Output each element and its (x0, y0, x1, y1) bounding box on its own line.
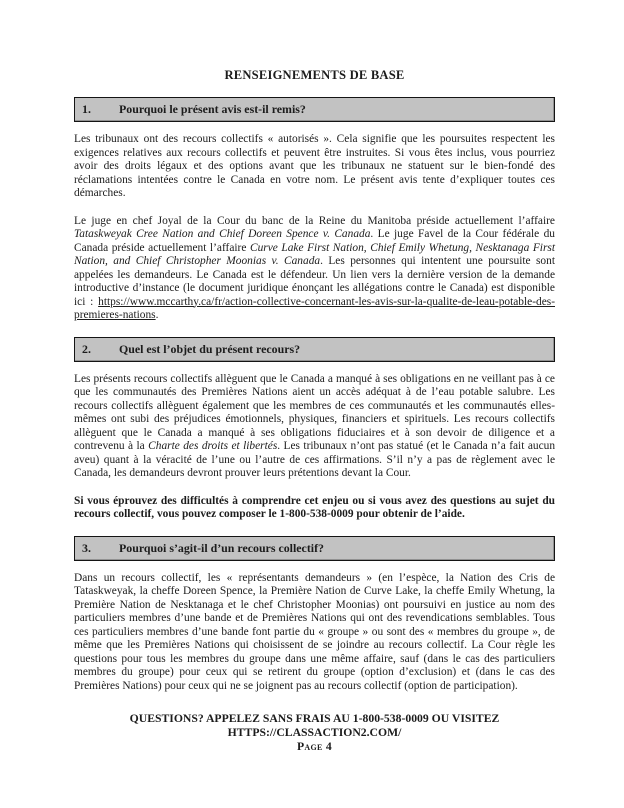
section-3-heading: Pourquoi s’agit-il d’un recours collectif? (119, 540, 324, 555)
charter-reference: Charte des droits et libertés (148, 440, 278, 452)
text-segment: . Les personnes qui intentent une poursuite sont appelées les demandeurs. Le Canada est le défendeur. Un lien vers la dernière version de la demande introductive d’instance (le document juridique énonçant les allégations contre le Canada) est disponible ici : (74, 255, 555, 308)
text-segment: . (155, 309, 159, 321)
section-2-paragraph-1 (74, 373, 555, 481)
section-1-number: 1. (82, 102, 91, 116)
document-content (74, 68, 555, 753)
section-1-heading: Pourquoi le présent avis est-il remis? (119, 102, 306, 116)
section-2-number: 2. (82, 341, 91, 356)
text-segment: Le juge en chef Joyal de la Cour du banc de la Reine du Manitoba préside actuellement l’affaire (74, 214, 555, 227)
page-footer (74, 712, 555, 753)
section-1-header (74, 97, 555, 122)
text-segment: . Le juge Favel de la Cour fédérale du Canada préside actuellement l’affaire (74, 228, 555, 254)
section-1-paragraph-1: Les tribunaux ont des recours collectifs « autorisés ». Cela signifie que les poursuites respectent les exigences relatives aux recours collectifs et peuvent être instruites. Si vous êtes inclus, vous pourriez avoir des droits légaux et des options avant que les tribunaux ne statuent sur le bien-fondé des réclamations intentées contre le Canada en votre nom. Le présent avis tente d’expliquer toutes ces démarches. (74, 133, 555, 199)
section-3-number: 3. (82, 540, 91, 555)
case-name-tataskweyak: Tataskweyak Cree Nation and Chief Doreen Spence v. Canada (74, 228, 371, 240)
section-2-heading: Quel est l’objet du présent recours? (119, 341, 301, 356)
helpline-note: Si vous éprouvez des difficultés à comprendre cet enjeu ou si vous avez des questions au sujet du recours collectif, vous pouvez composer le 1-800-538-0009 pour obtenir de l’aide. (74, 494, 555, 520)
section-1-paragraph-2 (74, 215, 555, 323)
footer-questions-line: QUESTIONS? APPELEZ SANS FRAIS AU 1-800-538-0009 OU VISITEZ (129, 712, 500, 725)
section-3-header (74, 536, 555, 561)
case-name-curve-lake: Curve Lake First Nation, Chief Emily Whetung, Nesktanaga First Nation, and Chief Christopher Moonias v. Canada (74, 241, 556, 267)
section-2-header (74, 337, 555, 362)
mccarthy-statement-link[interactable]: https://www.mccarthy.ca/fr/action-collective-concernant-les-avis-sur-la-qualite-de-leau-potable-des-premieres-nations (74, 295, 555, 321)
page-title: RENSEIGNEMENTS DE BASE (224, 68, 405, 82)
text-segment: Les présents recours collectifs allèguent que le Canada a manqué à ses obligations en ne veillant pas à ce que les communautés des Premières Nations aient un accès adéquat à de l’eau potable salubre. Les recours collectifs allèguent également que les membres de ces communautés et les communautés elles-mêmes ont subi des préjudices émotionnels, physiques, financiers et spirituels. Les recours collectifs allèguent que le Canada a manqué à ses obligations fiduciaires et à son devoir de diligence et a contrevenu à la (74, 372, 555, 452)
page-number: Page 4 (296, 739, 333, 753)
section-3-paragraph-1: Dans un recours collectif, les « représentants demandeurs » (en l’espèce, la Nation des Cris de Tataskweyak, la cheffe Doreen Spence, la Première Nation de Curve Lake, la cheffe Emily Whetung, la Première Nation de Nesktanaga et le chef Christopher Moonias) ont poursuivi en justice au nom des particuliers membres d’une bande et de Premières Nations qui ont des revendications semblables. Tous ces particuliers membres d’une bande font partie du « groupe » ou sont des « membres du groupe », de même que les Premières Nations qui choisissent de se joindre au recours collectif. La Cour règle les questions pour tous les membres du groupe dans une même affaire, sauf (dans le cas des particuliers membres du groupe) pour ceux qui se retirent du groupe (option d’exclusion) et (dans le cas des Premières Nations) pour ceux qui ne se joignent pas au recours collectif (option de participation). (74, 571, 555, 692)
footer-website-url: HTTPS://CLASSACTION2.COM/ (227, 725, 402, 739)
text-segment: . Les tribunaux n’ont pas statué (et le Canada n’a fait aucun aveu) quant à la véracité de l’une ou l’autre de ces affirmations. S’il n’y a pas de règlement avec le Canada, les demandeurs devront prouver leurs prétentions devant la Cour. (74, 440, 556, 479)
